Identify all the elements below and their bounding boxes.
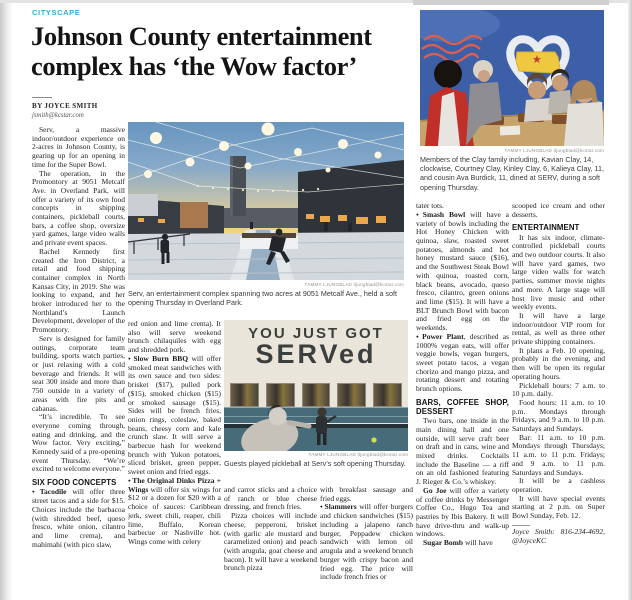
- body-paragraph: ●Tacodile will offer three street tacos and a side for $15. Choices include the barbacoa (with shredded beef, queso fresco, white onion, cilantro and lime crema), and mahimahi (with pico slaw,: [32, 487, 125, 549]
- text-column-6: [512, 202, 605, 600]
- body-paragraph: It will have special events starting at 2 p.m. on Super Bowl Sunday, Feb. 12.: [512, 493, 605, 521]
- body-paragraph: ●The Original Dinks Pizza + Wings will offer six wings for $12 or a dozen for $20 with a choice of sauces: Caribbean jerk, sweet chili, reaper, chili lime, Buffalo, Korean barbecue or Nashville hot. Wings come with celery: [128, 476, 221, 546]
- body-paragraph: Serv, a massive indoor/outdoor experience on 2-acres in Johnson County, is gearing up for an opening in time for the Super Bowl.: [32, 126, 125, 169]
- body-paragraph: Two bars, one inside in the main dining hall and one outside, will serve craft beer on draft and in cans, wine and mixed drinks. Cocktails include the Baseline — a riff on an old fashioned featuring J. Rieger & Co.’s whiskey.: [416, 416, 509, 487]
- body-paragraph: ●Power Plant, described as 1000% vegan eats, will offer veggie bowls, vegan burgers, sweet potato tacos, a vegan chorizo and mango pizza, and rotating dessert and rotating brunch options.: [416, 331, 509, 394]
- body-paragraph: It will have a large indoor/outdoor VIP room for rental, as well as three other private shipping containers.: [512, 310, 605, 347]
- body-paragraph: Go Joe will offer a variety of coffee drinks by Messenger Coffee Co., Hugo Tea and pastries by Ibis Bakery. It will have drive-thru and walk-up windows.: [416, 485, 509, 539]
- photo-caption: Guests played pickleball at Serv’s soft opening Thursday.: [224, 459, 406, 468]
- sign-line2: SERVed: [255, 339, 377, 369]
- text-column-2: [128, 320, 221, 600]
- section-heading: ENTERTAINMENT: [512, 223, 580, 233]
- text-column-5: [416, 202, 509, 600]
- text-column-3: [224, 486, 317, 600]
- body-paragraph: red onion and lime crema). It also will serve weekend brunch chilaquiles with egg and shredded pork.: [128, 320, 221, 355]
- section-kicker: CITYSCAPE: [32, 8, 81, 17]
- body-paragraph: Rachel Kennedy first created the Iron District, a retail and food shipping container complex in North Kansas City, in 2019. She was looking to expand, and her broker introduced her to the Northland’s Launch Development, developer of the Promontory.: [32, 246, 125, 335]
- bullet-icon: ●: [416, 211, 422, 217]
- text-column-4: [320, 486, 413, 600]
- players-illustration: [224, 320, 408, 451]
- body-paragraph: with breakfast sausage and fried eggs.: [320, 486, 413, 503]
- bullet-icon: ●: [320, 504, 324, 510]
- pickleball-photo: [224, 320, 408, 451]
- bullet-icon: ●: [128, 477, 132, 483]
- svg-text:★: ★: [532, 54, 542, 66]
- body-paragraph: It has six indoor, climate-controlled pickleball courts and two outdoor courts. It also will have yard games, two large video walls for watch parties, summer movie nights and more. A large stage will host live music and other weekly events.: [512, 232, 605, 312]
- section-heading: SIX FOOD CONCEPTS: [32, 478, 117, 488]
- photo-credit: TAMMY LJUNGBLAD tljungblad@kcstar.com: [304, 282, 404, 287]
- body-paragraph: Food hours: 11 a.m. to 10 p.m. Mondays through Fridays, and 9 a.m. to 10 p.m. Saturdays and Sundays.: [512, 397, 605, 434]
- plaza-dusk-photo: [128, 122, 404, 280]
- body-paragraph: scooped ice cream and other desserts.: [512, 202, 605, 219]
- body-paragraph: “It’s incredible. To see everyone coming through, eating and drinking, and the Wow factor. Very exciting,” Kennedy said of a pre-opening event Thursday. “We’re excited to welcome everyone.”: [32, 412, 125, 474]
- body-paragraph: Serv is designed for family outings, corporate team building, sports watch parties, or just relaxing with a cold beverage and friends. It will seat 300 inside and more than 750 outside in a variety of areas with fire pits and cabanas.: [32, 333, 125, 413]
- body-paragraph: It will be a cashless operation.: [512, 476, 605, 494]
- photo-caption: Members of the Clay family including, Kavian Clay, 14, clockwise, Courtney Clay, Kinley Clay, 6, Kalieya Clay, 11, and cousin Ava Burdick, 11, dined at SERV, during a soft opening Thursday.: [420, 155, 605, 192]
- body-paragraph: ●Slammers will offer burgers and chicken sandwiches ($15) including a jalapeno ranch burger, Peppadew chicken sandwich with lemon oil arugula and a weekend brunch burger with crispy bacon and fried egg. The price will include french fries or: [320, 502, 413, 582]
- bullet-icon: ●: [416, 333, 422, 339]
- section-heading: BARS, COFFEE SHOP, DESSERT: [416, 397, 509, 417]
- photo-caption: Serv, an entertainment complex spanning two acres at 9051 Metcalf Ave., held a soft opening Thursday in Overland Park.: [128, 289, 398, 308]
- plaza-illustration: [128, 122, 404, 280]
- bullet-icon: ●: [128, 355, 133, 361]
- body-paragraph: Bar: 11 a.m. to 10 p.m. Mondays through Thursdays; 11 a.m. to 11 p.m. Fridays; and 9 a.m. to 11 p.m. Saturdays and Sundays.: [512, 432, 605, 477]
- page-edge-left: [0, 0, 13, 600]
- photo-credit: TAMMY LJUNGBLAD tljungblad@kcstar.com: [504, 148, 604, 153]
- page-edge-right: [628, 0, 632, 600]
- bullet-icon: ●: [32, 489, 39, 495]
- family-illustration: [420, 10, 604, 146]
- page-edge-top-right: [413, 0, 609, 5]
- body-paragraph: Sugar Bomb will have: [423, 538, 493, 548]
- body-paragraph: and carrot sticks and a choice of ranch or blue cheese dressing, and french fries.: [224, 486, 317, 512]
- text-column-1: [32, 126, 125, 600]
- byline-author: BY JOYCE SMITH: [32, 102, 98, 110]
- body-paragraph: ●Smash Bowl will have a variety of bowls including the Hot Honey Chicken with quinoa, slaw, roasted sweet potatoes, almonds and hot honey mustard sauce ($16), and the Southwest Steak Bowl with quinoa, roasted corn, black beans, avocado, queso fresco, cilantro, green onions and lime ($15). It will have a BLT Brunch Bowl with bacon and fried egg on the weekends.: [416, 209, 509, 333]
- body-paragraph: Joyce Smith: 816-234-4692, @JoyceKC: [512, 526, 605, 545]
- body-paragraph: It plans a Feb. 10 opening, probably in the evening, and then will be open its regular operating hours.: [512, 345, 605, 381]
- body-paragraph: The operation, in the Promontory at 9051 Metcalf Ave. in Overland Park, will offer a variety of its own food concepts in shipping containers, pickleball courts, bars, a coffee shop, oversize yard games, large video walls and private event spaces.: [32, 168, 125, 248]
- body-paragraph: Pickleball hours: 7 a.m. to 10 p.m. daily.: [512, 380, 605, 399]
- article-headline: Johnson County entertainment complex has ‘the Wow factor’: [31, 21, 372, 81]
- body-paragraph: ●Slow Burn BBQ will offer smoked meat sandwiches with its own sauce and two sides: brisket ($17), pulled pork ($15), smoked chicken ($15) or smoked sausage ($15). Sides will be french fries, onion rings, coleslaw, baked beans, cheesy corn and kale crunch slaw. It will serve a barbecue hash for weekend brunch with Yukon potatoes, sliced brisket, green pepper, sweet onion and fried eggs.: [128, 354, 221, 477]
- photo-credit: TAMMY LJUNGBLAD tljungblad@kcstar.com: [308, 452, 408, 457]
- body-paragraph: Pizza choices will include cheese, pepperoni, brisket (with garlic ale mustard and caramelized onion) and peach (with arugula, goat cheese and bacon). It will have a weekend brunch pizza: [224, 511, 317, 573]
- clay-family-photo: [420, 10, 604, 146]
- tagline-rule: [512, 525, 530, 526]
- byline-email: jsmith@kcstar.com: [32, 112, 84, 119]
- byline-rule: [32, 97, 52, 98]
- body-paragraph: tater tots.: [416, 202, 444, 210]
- sign-line1: YOU JUST GOT: [248, 325, 384, 342]
